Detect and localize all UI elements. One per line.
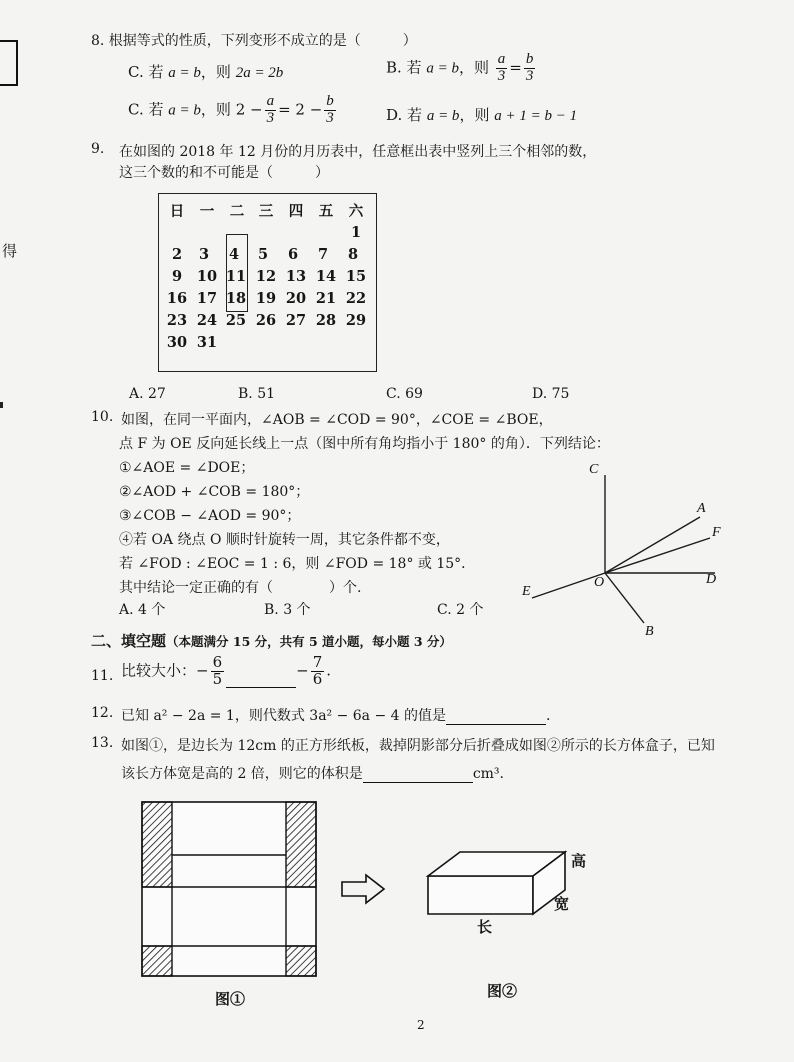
q9-option-a: A. 27 [129,386,166,402]
calendar-day: 9 [171,268,183,285]
calendar-day: 16 [166,290,188,307]
q13-line1: 如图①，是边长为 12cm 的正方形纸板，裁掉阴影部分后折叠成如图②所示的长方体盒子，已知 [121,738,715,754]
box-length-label: 长 [477,918,493,936]
figure-2-label: 图② [487,982,518,1000]
label-b: B [645,624,654,639]
q8-option-a: C. 若 a = b，则 2a = 2b [128,63,284,81]
q10-line1: 如图，在同一平面内，∠AOB = ∠COD = 90°，∠COE = ∠BOE， [121,412,553,428]
q8-stem: 8. 根据等式的性质，下列变形不成立的是（ ） [91,33,417,49]
calendar-day: 10 [196,268,218,285]
cut-top-left [142,802,172,887]
calendar-day: 22 [345,290,367,307]
arrow-icon [340,873,388,905]
q9-line1: 在如图的 2018 年 12 月份的月历表中，任意框出表中竖列上三个相邻的数， [119,144,597,160]
q10-line2: 点 F 为 OE 反向延长线上一点（图中所有角均指小于 180° 的角）．下列结论： [119,436,610,452]
figure-1-net [140,800,320,980]
calendar-day: 24 [196,312,218,329]
label-f: F [712,525,721,540]
ray-oa [605,517,700,573]
calendar-day: 12 [255,268,277,285]
q11-answer-blank[interactable] [226,673,296,688]
calendar-day: 29 [345,312,367,329]
q12-answer-blank[interactable] [446,710,546,725]
ray-of [605,538,710,573]
q13-line2-wrap: 该长方体宽是高的 2 倍，则它的体积是 cm³. [121,766,504,782]
calendar-day: 26 [255,312,277,329]
q11-body: 比较大小：− $\frac{6}{5}$ − $\frac{7}{6}$ . [121,653,332,688]
label-o: O [594,575,605,590]
calendar-day: 21 [315,290,337,307]
calendar-day: 31 [196,334,218,351]
calendar-header-cell: 二 [229,203,245,220]
q13-number: 13. [91,735,114,751]
calendar-day: 14 [315,268,337,285]
q9-option-b: B. 51 [238,386,276,402]
ray-ob [605,573,644,623]
calendar-day: 2 [171,246,183,263]
q10-ask: 其中结论一定正确的有（ ）个. [119,580,362,596]
cut-bottom-right [286,946,316,976]
label-d: D [706,572,717,587]
q8-option-c: C. 若 a = b，则 2 − $\frac{a}{3}$ = 2 − $\frac{b}{3}$ [128,93,334,126]
q13-answer-blank[interactable] [363,768,473,783]
calendar-day: 3 [198,246,210,263]
angle-figure [500,455,740,645]
q10-conclusion-4a: ④若 OA 绕点 O 顺时针旋转一周，其它条件都不变， [119,532,450,548]
label-a: A [697,501,706,516]
calendar-header-cell: 三 [258,203,274,220]
cut-bottom-left [142,946,172,976]
calendar-day: 15 [345,268,367,285]
q10-option-a: A. 4 个 [119,602,166,618]
box-height-label: 高 [571,852,587,870]
page-number: 2 [417,1018,425,1032]
calendar-day: 30 [166,334,188,351]
section-2-heading: 二、填空题（本题满分 15 分，共有 5 道小题，每小题 3 分） [91,632,452,650]
figure-2-box [420,838,570,928]
q10-option-b: B. 3 个 [264,602,311,618]
calendar-day: 6 [287,246,299,263]
calendar-header-cell: 日 [169,203,185,220]
label-e: E [522,584,531,599]
q9-number: 9. [91,141,105,157]
calendar-day: 11 [225,268,247,285]
box-width-label: 宽 [554,895,570,913]
q10-conclusion-1: ①∠AOE = ∠DOE； [119,460,255,476]
cut-top-right [286,802,316,887]
q11-number: 11. [91,668,114,684]
q9-option-d: D. 75 [532,386,570,402]
calendar-day: 17 [196,290,218,307]
q9-line2: 这三个数的和不可能是（ ） [119,165,329,181]
binding-margin-box [0,40,18,86]
calendar-header-cell: 五 [318,203,334,220]
calendar-day: 27 [285,312,307,329]
margin-mark [0,402,3,408]
q9-option-c: C. 69 [386,386,423,402]
calendar-day: 5 [257,246,269,263]
calendar-header-cell: 六 [348,203,364,220]
calendar-day: 20 [285,290,307,307]
q8-option-b: B. 若 a = b，则 $\frac{a}{3}$ = $\frac{b}{3}$ [386,51,534,84]
calendar-day: 4 [228,246,240,263]
calendar-day: 25 [225,312,247,329]
margin-score-char: 得 [2,242,18,260]
calendar-day: 1 [350,224,362,241]
calendar-day: 18 [225,290,247,307]
q10-conclusion-3: ③∠COB − ∠AOD = 90°； [119,508,301,524]
calendar-day: 7 [317,246,329,263]
q10-conclusion-2: ②∠AOD + ∠COB = 180°； [119,484,310,500]
figure-1-label: 图① [215,990,246,1008]
q10-option-c: C. 2 个 [437,602,484,618]
q10-conclusion-4b: 若 ∠FOD : ∠EOC = 1 : 6，则 ∠FOD = 18° 或 15°． [119,556,476,572]
q12-body: 已知 a² − 2a = 1，则代数式 3a² − 6a − 4 的值是 . [121,708,551,724]
calendar-day: 23 [166,312,188,329]
calendar-day: 8 [347,246,359,263]
calendar-header-cell: 一 [199,203,215,220]
calendar-day: 19 [255,290,277,307]
calendar-header-cell: 四 [288,203,304,220]
label-c: C [589,462,599,477]
q8-option-d: D. 若 a = b，则 a + 1 = b − 1 [386,106,578,124]
calendar-day: 28 [315,312,337,329]
q10-number: 10. [91,409,114,425]
calendar-day: 13 [285,268,307,285]
q12-number: 12. [91,705,114,721]
